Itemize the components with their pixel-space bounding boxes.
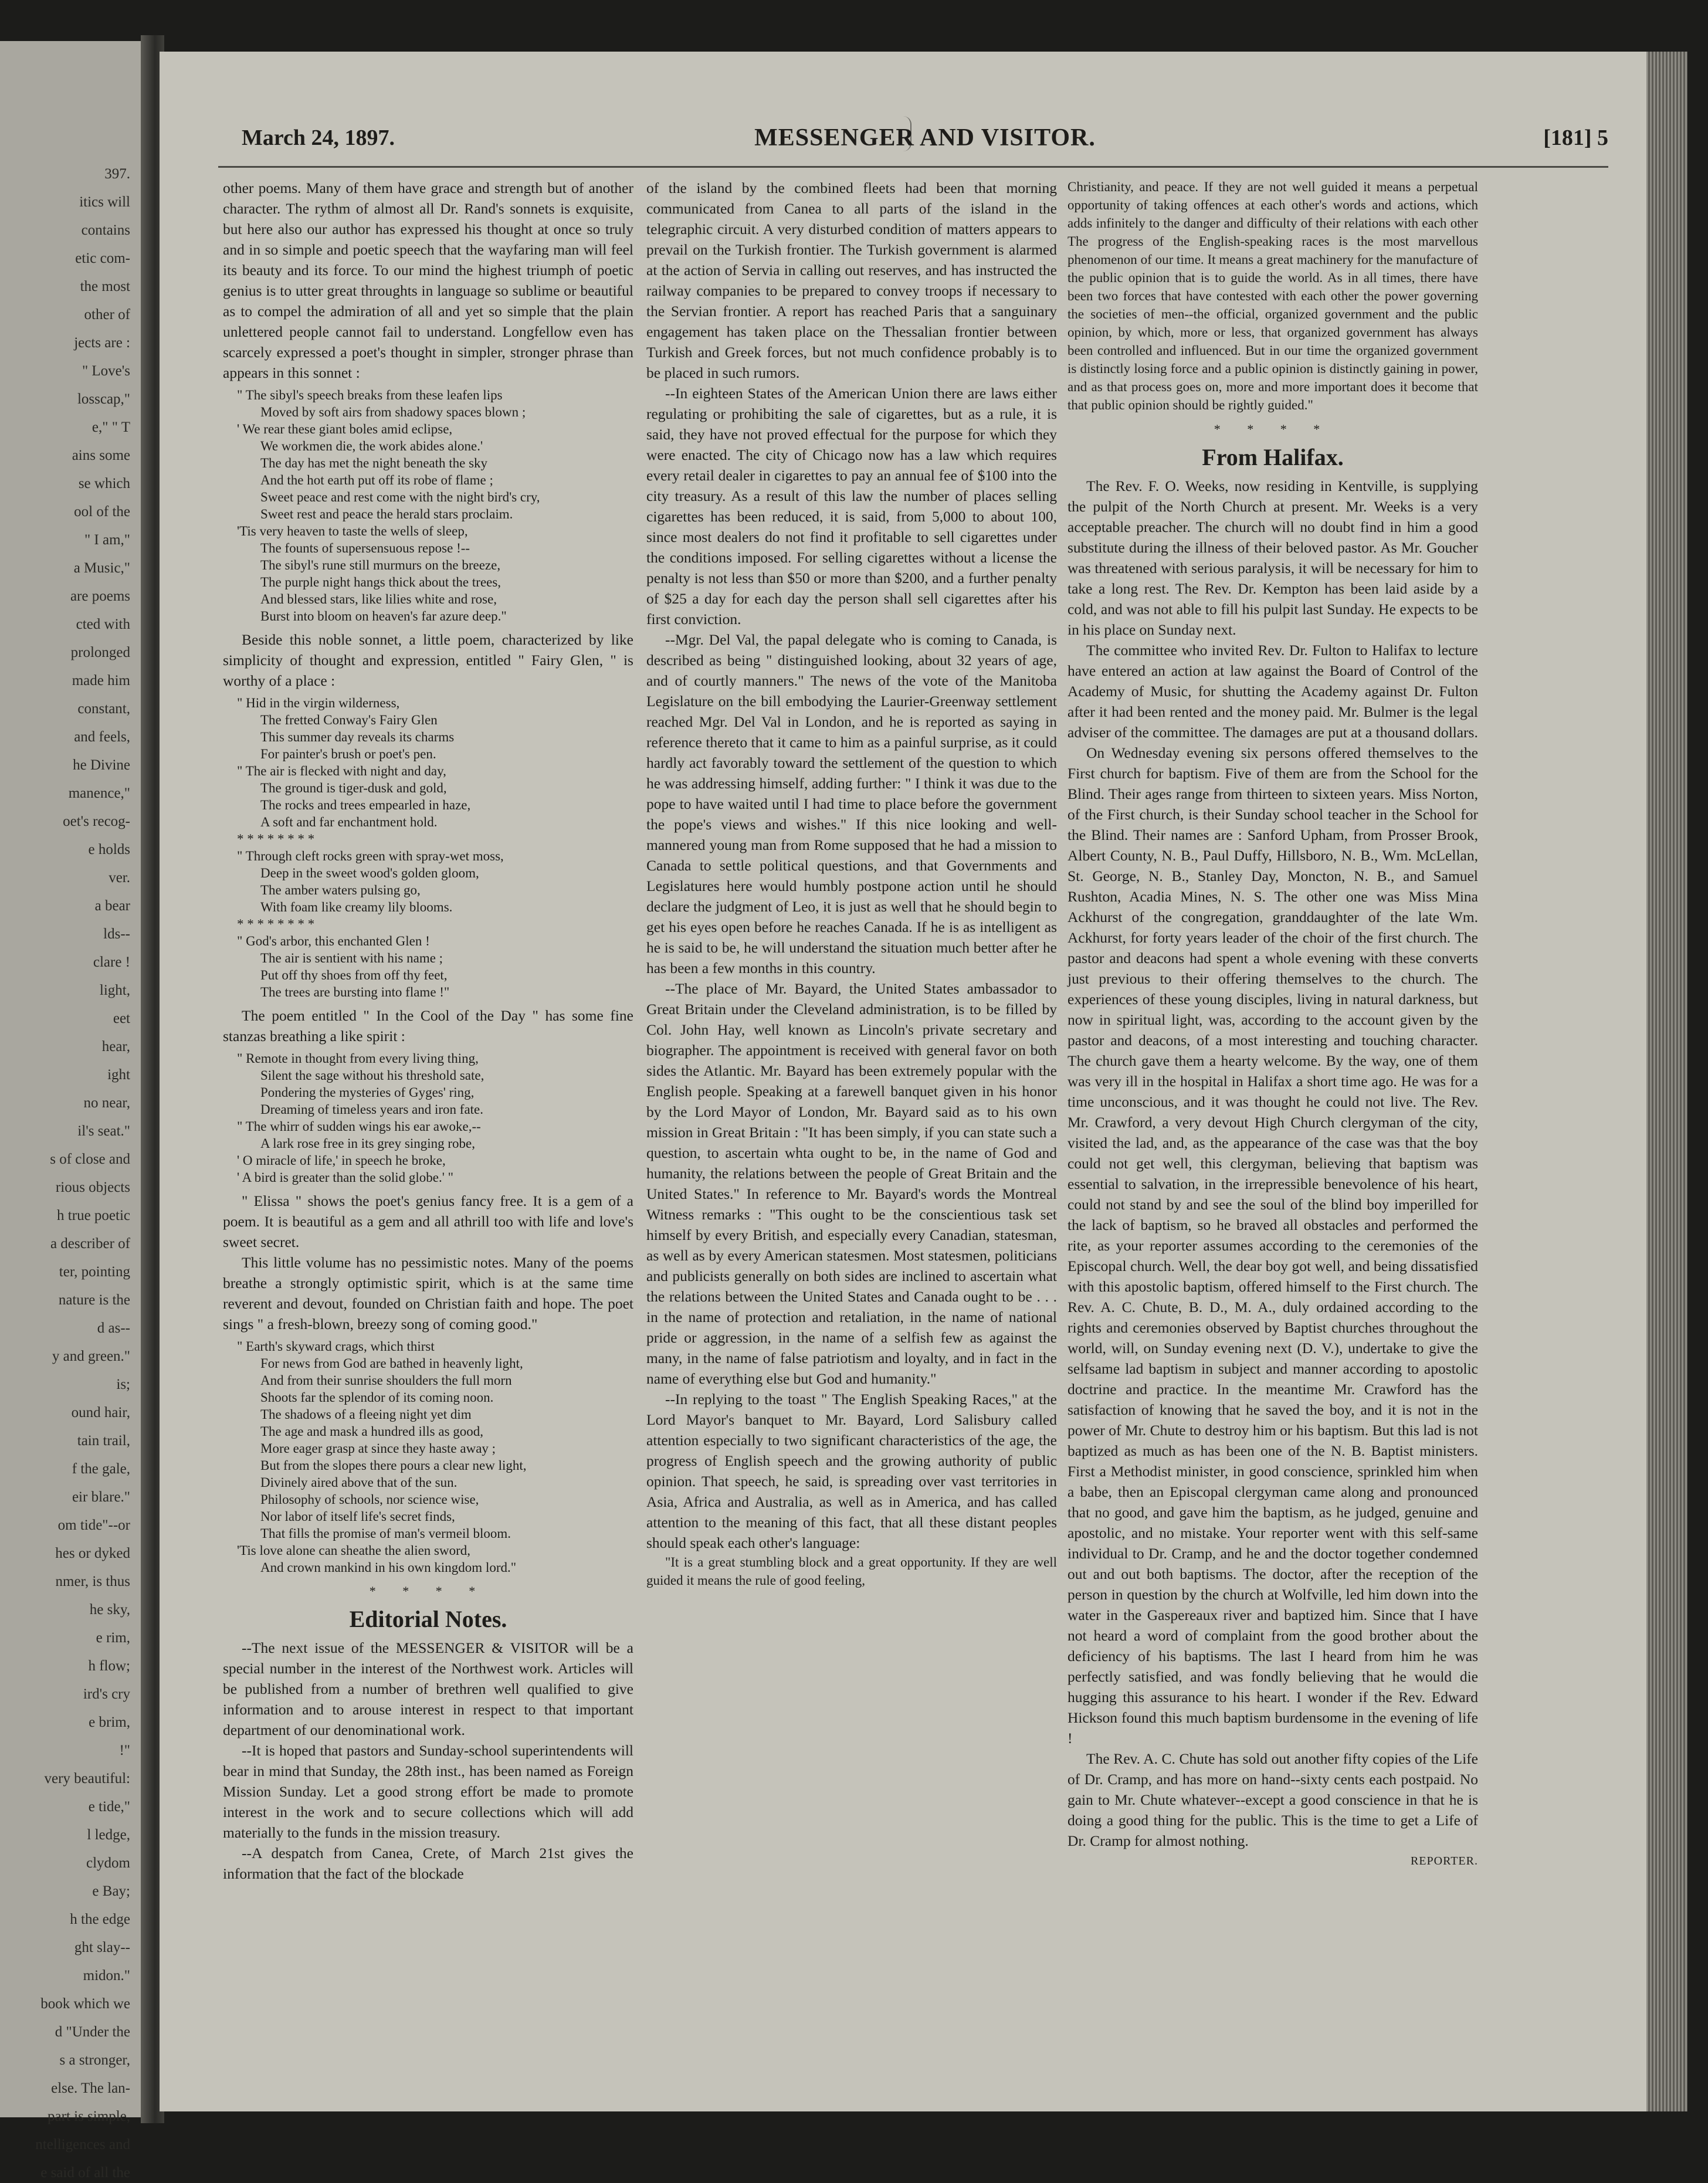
poem-line: And from their sunrise shoulders the full morn xyxy=(260,1373,512,1388)
poem-line: The amber waters pulsing go, xyxy=(260,883,421,897)
previous-page-text-fragment: " Love's xyxy=(82,363,130,379)
column-1 xyxy=(223,178,633,2084)
poem-line: And crown mankind in his own kingdom lord." xyxy=(260,1560,517,1575)
previous-page-text-fragment: il's seat." xyxy=(77,1123,130,1139)
previous-page-text-fragment: part is simple, xyxy=(48,2109,130,2124)
previous-page-strip xyxy=(0,41,141,2181)
sonnet-quote xyxy=(237,387,633,625)
poem-line: The purple night hangs thick about the trees, xyxy=(260,575,501,589)
page-stack-edge xyxy=(1646,52,1687,2111)
section-divider-stars: * * * * xyxy=(369,1584,487,1598)
poem-line: The trees are bursting into flame !" xyxy=(260,985,450,999)
previous-page-text-fragment: a bear xyxy=(94,898,130,914)
reporter-signature: REPORTER. xyxy=(1410,1855,1478,1867)
previous-page-text-fragment: y and green." xyxy=(52,1348,130,1364)
previous-page-text-fragment: ird's cry xyxy=(83,1686,130,1702)
previous-page-text-fragment: ver. xyxy=(109,870,130,886)
previous-page-text-fragment: itics will xyxy=(79,194,130,210)
previous-page-text-fragment: e Bay; xyxy=(92,1883,130,1899)
previous-page-text-fragment: contains xyxy=(81,222,130,238)
poem-line: Deep in the sweet wood's golden gloom, xyxy=(260,866,479,880)
poem-line: The ground is tiger-dusk and gold, xyxy=(260,781,447,795)
article-paragraph: The Rev. A. C. Chute has sold out another fifty copies of the Life of Dr. Cramp, and has more on hand--sixty cents each postpaid. No gain to Mr. Chute whatever--except a good conscience in that he is doing a good thing for the public. This is the time to get a Life of Dr. Cramp for almost nothing. xyxy=(1068,1750,1478,1849)
poem-line: " Through cleft rocks green with spray-wet moss, xyxy=(237,849,504,863)
previous-page-text-fragment: other of xyxy=(84,307,130,323)
fairy-glen-quote xyxy=(237,694,633,1001)
previous-page-text-fragment: lds-- xyxy=(103,926,130,942)
poem-line: But from the slopes there pours a clear new light, xyxy=(260,1458,527,1473)
previous-page-text-fragment: cted with xyxy=(76,616,130,632)
poem-line: ' O miracle of life,' in speech he broke, xyxy=(237,1153,446,1168)
previous-page-text-fragment: the most xyxy=(80,279,130,294)
previous-page-text-fragment: a describer of xyxy=(50,1236,130,1252)
previous-page-text-fragment: ntelligences and xyxy=(35,2137,130,2153)
poem-line: A soft and far enchantment hold. xyxy=(260,815,438,829)
poem-line: ' A bird is greater than the solid globe.' " xyxy=(237,1170,453,1185)
previous-page-text-fragment: " I am," xyxy=(84,532,130,548)
article-paragraph: The Rev. F. O. Weeks, now residing in Kentville, is supplying the pulpit of the North Church at present. Mr. Weeks is a very acceptable preacher. The church will no doubt find in him a good substitute during the illness of their beloved pastor. As Mr. Goucher was threatened with serious paralysis, it will be necessary for him to take a long rest. The Rev. Dr. Kempton has been laid aside by a cold, and was not able to fill his pulpit last Sunday. He expects to be in his place on Sunday next. xyxy=(1068,477,1478,638)
previous-page-text-fragment: d as-- xyxy=(97,1320,130,1336)
previous-page-text-fragment: ght slay-- xyxy=(74,1940,130,1955)
header-rule xyxy=(218,166,1608,168)
previous-page-text-fragment: he sky, xyxy=(89,1602,130,1618)
previous-page-text-fragment: 397. xyxy=(104,166,130,182)
editorial-note: --It is hoped that pastors and Sunday-school superintendents will bear in mind that Sunday, the 28th inst., has been named as Foreign Mission Sunday. Let a good strong effort be made to promote interest in the work and to secure collections which will add materially to the funds in the mission treasury. xyxy=(223,1742,633,1841)
poem-line: We workmen die, the work abides alone.' xyxy=(260,439,483,453)
previous-page-text-fragment: oet's recog- xyxy=(63,813,130,829)
previous-page-text-fragment: nmer, is thus xyxy=(55,1574,130,1589)
poem-line: Nor labor of itself life's secret finds, xyxy=(260,1509,455,1524)
previous-page-text-fragment: a Music," xyxy=(73,560,130,576)
poem-line: More eager grasp at since they haste away ; xyxy=(260,1441,496,1456)
poem-line: Moved by soft airs from shadowy spaces blown ; xyxy=(260,405,526,419)
previous-page-text-fragment: e brim, xyxy=(89,1714,130,1730)
issue-date: March 24, 1897. xyxy=(242,126,395,150)
optimistic-quote xyxy=(237,1338,633,1576)
previous-page-text-fragment: f the gale, xyxy=(72,1461,130,1477)
page-header xyxy=(242,125,1608,160)
previous-page-text-fragment: h flow; xyxy=(88,1658,130,1674)
previous-page-text-fragment: h true poetic xyxy=(57,1208,130,1223)
previous-page-text-fragment: eet xyxy=(113,1011,130,1026)
previous-page-text-fragment: etic com- xyxy=(75,250,130,266)
previous-page-text-fragment: are poems xyxy=(70,588,130,604)
previous-page-text-fragment: made him xyxy=(72,673,130,689)
poem-line: Sweet rest and peace the herald stars proclaim. xyxy=(260,507,513,521)
section-divider-stars: * * * * xyxy=(1214,422,1332,436)
previous-page-text-fragment: h the edge xyxy=(70,1911,130,1927)
poem-line: Burst into bloom on heaven's far azure deep." xyxy=(260,609,507,623)
previous-page-text-fragment: s a stronger, xyxy=(59,2052,130,2068)
previous-page-text-fragment: light, xyxy=(99,982,130,998)
editorial-note: of the island by the combined fleets had been that morning communicated from Canea to all parts of the island in the telegraphic circuit. A very disturbed condition of matters appears to prevail on the Turkish frontier. The Turkish government is alarmed at the action of Servia in calling out reserves, and has instructed the railway companies to be prepared to convey troops if necessary to the Servian frontier. A report has reached Paris that a sanguinary engagement has taken place on the Thessalian frontier between Turkish and Greek forces, but not much confidence probably is to be placed in such rumors. xyxy=(646,179,1057,381)
quoted-speech: "It is a great stumbling block and a great opportunity. If they are well guided it means the rule of good feeling, xyxy=(646,1555,1057,1588)
poem-line: Sweet peace and rest come with the night bird's cry, xyxy=(260,490,540,504)
poem-line: " The whirr of sudden wings his ear awoke,-- xyxy=(237,1119,481,1134)
article-paragraph: The committee who invited Rev. Dr. Fulton to Halifax to lecture have entered an action at law against the Board of Control of the Academy of Music, for shutting the Academy against Dr. Fulton after it had been rented and the money paid. Mr. Bulmer is the legal adviser of the committee. The damages are put at a thousand dollars. xyxy=(1068,642,1478,741)
previous-page-text-fragment: om tide"--or xyxy=(57,1517,130,1533)
article-paragraph: Beside this noble sonnet, a little poem, characterized by like simplicity of thought and expression, entitled " Fairy Glen, " is worthy of a place : xyxy=(223,631,633,689)
poem-line: 'Tis very heaven to taste the wells of sleep, xyxy=(237,524,468,538)
previous-page-text-fragment: ool of the xyxy=(74,504,130,520)
previous-page-text-fragment: ter, pointing xyxy=(59,1264,130,1280)
article-paragraph: On Wednesday evening six persons offered themselves to the First church for baptism. Five of them are from the School for the Blind. Their ages range from thirteen to sixteen years. Miss Norton, of the First church, is their Sunday school teacher in the School for the Blind. Their names are : Sanford Upham, from Prosser Brook, Albert County, N. B., Paul Duffy, Hillsboro, N. B., Wm. McLellan, St. George, N. B., Stanley Day, Moncton, N. B., and Samuel Rushton, Acadia Mines, N. S. The other one was Miss Mina Ackhurst of the congregation, granddaughter of the late Wm. Ackhurst, for forty years leader of the choir of the first church. The pastor and deacons had spent a whole evening with these converts just previous to their offering themselves to the church. The experiences of these young disciples, living in natural darkness, but now in spiritual light, was, according to the account given by the pastor and deacons, of a most interesting and touching character. The church gave them a hearty welcome. By the way, one of them was very ill in the hospital in Halifax a short time ago. He was for a time unconscious, and it was thought he could not live. The Rev. Mr. Crawford, a very devout High Church clergyman of the city, visited the lad, and, as the appearance of the case was that the boy could not get well, this clergyman, believing that baptism was essential to salvation, in the irrepressible benevolence of his heart, could not stand by and see the soul of the blind boy imperilled for the lack of baptism, so he braved all obstacles and performed the rite, as your reporter assumes according to the ceremonies of the Episcopal church. Well, the dear boy got well, and being dissatisfied with this apostolic baptism, offered himself to the First church. The Rev. A. C. Chute, B. D., M. A., duly ordained according to the rights and ceremonies observed by Baptist churches throughout the world, will, on Sunday evening next (D. V.), undertake to give the selfsame lad baptism in subject and manner according to apostolic doctrine and practice. In the meantime Mr. Crawford has the satisfaction of knowing that he saved the boy, and it is not in the power of Mr. Chute to destroy him or his baptism. But this lad is not baptized as much as has been one of the N. B. Baptist ministers. First a Methodist minister, in good conscience, sprinkled him when a babe, then an Episcopal clergyman came along and pronounced that no good, and gave him the baptism, as he judged, genuine and apostolic, and no mistake. Your reporter went with this self-same individual to Dr. Cramp, and he and the doctor together condemned out and out both baptisms. The doctor, after the reception of the person in question by the church at Wolfville, led him down into the water in the Gaspereaux river and baptized him. Since that I have not heard a word of complaint from the good brother about the deficiency of his baptisms. The last I heard from him he was perfectly satisfied, and was fondly believing that he would die hugging this assurance to his heart. I wonder if the Rev. Edward Hickson found this much baptism burdensome in the evening of life ! xyxy=(1068,744,1478,1747)
column-2 xyxy=(646,178,1057,2084)
previous-page-text-fragment: is; xyxy=(116,1377,130,1392)
poem-line: 'Tis love alone can sheathe the alien sword, xyxy=(237,1543,471,1558)
previous-page-text-fragment: tain trail, xyxy=(77,1433,130,1449)
poem-line: " Earth's skyward crags, which thirst xyxy=(237,1339,435,1354)
previous-page-text-fragment: s of close and xyxy=(50,1151,130,1167)
previous-page-text-fragment: and feels, xyxy=(74,729,130,745)
article-paragraph: " Elissa " shows the poet's genius fancy free. It is a gem of a poem. It is beautiful as a gem and all athrill too with life and love's sweet secret. xyxy=(223,1192,633,1250)
editorial-note: --A despatch from Canea, Crete, of March 21st gives the information that the fact of the blockade xyxy=(223,1845,633,1882)
editorial-note: --In replying to the toast " The English Speaking Races," at the Lord Mayor's banquet to Mr. Bayard, Lord Salisbury called attention especially to two significant characteristics of the age, the progress of English speech and the growing authority of public opinion. That speech, he said, is spreading over vast territories in Asia, Africa and Australia, as well as in America, and has called attention to the meaning of this fact, that all these distant peoples should speak each other's language: xyxy=(646,1391,1057,1551)
from-halifax-heading: From Halifax. xyxy=(1202,444,1344,470)
previous-page-text-fragment: losscap," xyxy=(77,391,130,407)
masthead-title: MESSENGER AND VISITOR. xyxy=(754,124,1096,151)
editorial-note: --The place of Mr. Bayard, the United States ambassador to Great Britain under the Cleveland administration, is to be filled by Col. John Hay, well known as Lincoln's private secretary and biographer. The appointment is received with general favor on both sides the Atlantic. Mr. Bayard has been extremely popular with the English people. Speaking at a farewell banquet given in his honor by the Lord Mayor of London, Mr. Bayard said as to his own mission in Great Britain : "It has been simply, if you can state such a question, to ascertain whta ought to be, in the name of God and humanity, the relations between the people of Great Britain and the United States." In reference to Mr. Bayard's words the Montreal Witness remarks : "This ought to be the conscientious task set himself by every British, and especially every Canadian, statesman, as well as by every American statesmen. Most statesmen, politicians and publicists generally on both sides are inclined to ascertain what the relations between the United States and Canada ought to be . . . in the name of protection and retaliation, in the name of national pride or aggression, in the name of a selfish few as against the many, in the name of false patriotism and loyalty, and in fact in the name of everything else but God and humanity." xyxy=(646,980,1057,1387)
article-paragraph: This little volume has no pessimistic notes. Many of the poems breathe a strongly optimistic spirit, which is at the same time reverent and devout, founded on Christian faith and hope. The poet sings " a fresh-blown, breezy song of coming good." xyxy=(223,1254,633,1333)
poem-line: " The sibyl's speech breaks from these leafen lips xyxy=(237,388,503,402)
newspaper-page xyxy=(160,52,1646,2111)
previous-page-text-fragment: e tide," xyxy=(88,1799,130,1815)
previous-page-text-fragment: he Divine xyxy=(73,757,130,773)
poem-line: * * * * * * * * xyxy=(237,917,315,931)
previous-page-text-fragment: hes or dyked xyxy=(55,1545,130,1561)
poem-line: Put off thy shoes from off thy feet, xyxy=(260,968,448,982)
poem-line: A lark rose free in its grey singing robe, xyxy=(260,1136,475,1151)
previous-page-text-fragment: d "Under the xyxy=(55,2024,130,2040)
previous-page-text-fragment: !" xyxy=(119,1743,130,1758)
previous-page-text-fragment: ound hair, xyxy=(71,1405,130,1421)
poem-line: The fretted Conway's Fairy Glen xyxy=(260,713,438,727)
poem-line: Dreaming of timeless years and iron fate. xyxy=(260,1102,484,1117)
poem-line: ' We rear these giant boles amid eclipse, xyxy=(237,422,453,436)
editorial-notes-heading: Editorial Notes. xyxy=(349,1606,507,1632)
editorial-note: --Mgr. Del Val, the papal delegate who is coming to Canada, is described as being " distinguished looking, about 32 years of age, and of courtly manners." The news of the vote of the Manitoba Legislature on the bill embodying the Laurier-Greenway settlement reached Mgr. Del Val in London, and he is reported as saying in reference thereto that it came to him as a painful surprise, as it could hardly act favorably toward the settlement of the question to which he was addressing himself, adding further: " I think it was due to the pope to have waited until I had time to place before the government the pope's views and wishes." If this nice looking and well-mannered young man from Rome supposed that he had a mission to Canada to settle political questions, and that Governments and Legislatures here would humbly postpone action until he should declare the judgment of Leo, it is just as well that he should begin to get his eyes open before he reaches Canada. If he is as intelligent as he is said to be, he will understand the situation much better after he has been a few months in this country. xyxy=(646,631,1057,977)
poem-line: " Remote in thought from every living thing, xyxy=(237,1051,479,1066)
poem-line: Shoots far the splendor of its coming noon. xyxy=(260,1390,494,1405)
poem-line: And blessed stars, like lilies white and rose, xyxy=(260,592,497,606)
previous-page-text-fragment: very beautiful: xyxy=(44,1771,130,1787)
poem-line: For news from God are bathed in heavenly light, xyxy=(260,1356,523,1371)
previous-page-text-fragment: eir blare." xyxy=(72,1489,130,1505)
previous-page-text-fragment: manence," xyxy=(68,785,130,801)
poem-line: This summer day reveals its charms xyxy=(260,730,455,744)
previous-page-text-fragment: ight xyxy=(107,1067,130,1083)
poem-line: Philosophy of schools, nor science wise, xyxy=(260,1492,479,1507)
previous-page-text-fragment: se which xyxy=(78,476,130,491)
previous-page-text-fragment: midon." xyxy=(83,1968,130,1984)
page-number: [181] 5 xyxy=(1543,126,1608,150)
previous-page-text-fragment: e," " T xyxy=(92,419,130,435)
editorial-note: --In eighteen States of the American Union there are laws either regulating or prohibiting the sale of cigarettes, but as a rule, it is said, they have not proved effectual for the purpose for which they were enacted. The city of Chicago now has a law which requires every retail dealer in cigarettes to pay an annual fee of $100 into the city treasury. As a result of this law the number of places selling cigarettes has been reduced, it is said, from 5,000 to about 100, since most dealers do not find it profitable to sell cigarettes under the conditions imposed. For selling cigarettes without a license the penalty is not less than $50 or more than $200, and a further penalty of $25 a day for each day the person shall sell cigarettes after his first conviction. xyxy=(646,385,1057,628)
article-paragraph: The poem entitled " In the Cool of the Day " has some fine stanzas breathing a like spirit : xyxy=(223,1007,633,1045)
poem-line: The day has met the night beneath the sky xyxy=(260,456,488,470)
quoted-speech: Christianity, and peace. If they are not well guided it means a perpetual opportunity of taking offences at each other's words and actions, which adds infinitely to the danger and difficulty of their relations with each other The progress of the English-speaking races is the most marvellous phenomenon of our time. It means a great machinery for the manufacture of the public opinion that is to guide the world. As in all times, there have been two forces that have contested with each other the power governing the societies of men--the official, organized government and the public opinion, by which, more or less, that organized government has always been controlled and influenced. But in our time the organized government is distinctly losing force and a public opinion is distinctly gaining in power, and as that process goes on, more and more important does it become that that public opinion should be rightly guided." xyxy=(1068,179,1478,412)
poem-line: And the hot earth put off its robe of flame ; xyxy=(260,473,493,487)
previous-page-text-fragment: e said of all the xyxy=(40,2165,130,2181)
poem-line: Silent the sage without his threshold sate, xyxy=(260,1068,484,1083)
previous-page-text-fragment: l ledge, xyxy=(87,1827,130,1843)
previous-page-text-fragment: no near, xyxy=(83,1095,130,1111)
previous-page-text-fragment: rious objects xyxy=(55,1179,130,1195)
cool-of-day-quote xyxy=(237,1050,633,1186)
previous-page-text-fragment: jects are : xyxy=(74,335,130,351)
poem-line: * * * * * * * * xyxy=(237,832,315,846)
poem-line: Pondering the mysteries of Gyges' ring, xyxy=(260,1085,475,1100)
poem-line: The founts of supersensuous repose !-- xyxy=(260,541,470,555)
previous-page-text-fragment: clydom xyxy=(86,1855,130,1871)
poem-line: For painter's brush or poet's pen. xyxy=(260,747,436,761)
previous-page-text-fragment: prolonged xyxy=(70,645,130,660)
poem-line: " Hid in the virgin wilderness, xyxy=(237,696,400,710)
poem-line: That fills the promise of man's vermeil bloom. xyxy=(260,1526,511,1541)
poem-line: " The air is flecked with night and day, xyxy=(237,764,446,778)
previous-page-text-fragment: ains some xyxy=(72,448,130,463)
poem-line: The age and mask a hundred ills as good, xyxy=(260,1424,484,1439)
previous-page-text-fragment: e rim, xyxy=(96,1630,130,1646)
previous-page-text-fragment: clare ! xyxy=(93,954,130,970)
previous-page-text-fragment: nature is the xyxy=(58,1292,130,1308)
poem-line: The air is sentient with his name ; xyxy=(260,951,443,965)
poem-line: The sibyl's rune still murmurs on the breeze, xyxy=(260,558,501,572)
poem-line: Divinely aired above that of the sun. xyxy=(260,1475,458,1490)
poem-line: With foam like creamy lily blooms. xyxy=(260,900,453,914)
previous-page-text-fragment: e holds xyxy=(88,842,130,857)
poem-line: The rocks and trees empearled in haze, xyxy=(260,798,471,812)
previous-page-text-fragment: constant, xyxy=(77,701,130,717)
column-3 xyxy=(1068,178,1478,2084)
poem-line: " God's arbor, this enchanted Glen ! xyxy=(237,934,430,948)
previous-page-text-fragment: else. The lan- xyxy=(51,2080,130,2096)
previous-page-text-fragment: hear, xyxy=(101,1039,130,1055)
editorial-note: --The next issue of the MESSENGER & VISITOR will be a special number in the interest of the Northwest work. Articles will be published from a number of brethren well qualified to give information and to arouse interest in respect to that important department of our denominational work. xyxy=(223,1639,633,1738)
article-paragraph: other poems. Many of them have grace and strength but of another character. The rythm of almost all Dr. Rand's sonnets is exquisite, but here also our author has expressed his thought at once so truly and in so simple and poetic speech that the wayfaring man will feel its beauty and its force. To our mind the highest triumph of poetic genius is to utter great throughts in language so sublime or beautiful as to compel the admiration of all and yet so simple that the plain unlettered people cannot fail to understand. Longfellow even has scarcely expressed a poet's thought in simpler, stronger phrase than appears in this sonnet : xyxy=(223,179,633,381)
poem-line: The shadows of a fleeing night yet dim xyxy=(260,1407,472,1422)
previous-page-text-fragment: book which we xyxy=(40,1996,130,2012)
